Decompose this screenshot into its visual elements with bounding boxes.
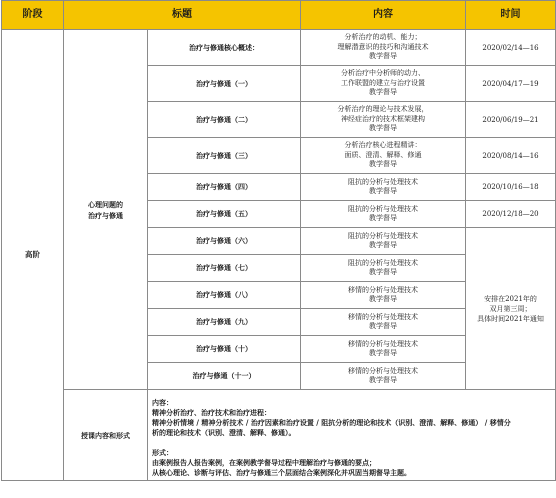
row-content [301, 102, 466, 138]
content-line: 教学督导 [369, 376, 397, 384]
content-line: 教学督导 [369, 295, 397, 303]
form-label: 授课内容和形式 [64, 390, 148, 481]
form-row [2, 390, 556, 481]
content-line: 分析治疗的理论与技术发展， [337, 105, 429, 114]
row-title: 治疗与修通（十） [148, 336, 301, 363]
header-content: 内容 [301, 1, 466, 30]
content-line: 移情的分析与处理技术 [348, 285, 418, 294]
content-line: 移情的分析与处理技术 [348, 339, 418, 348]
row-time: 2020/10/16—18 [466, 174, 556, 201]
row-title: 治疗与修通（二） [148, 102, 301, 138]
form-line: 析的理论和技术（识别、澄清、解释、修通）。 [152, 428, 296, 437]
content-line: 工作联盟的建立与治疗设置 [341, 78, 425, 87]
form-line: 精神分析治疗、治疗技术和治疗进程： [152, 408, 271, 417]
content-line: 教学督导 [369, 88, 397, 97]
header-row [2, 1, 556, 30]
form-line: 由案例报告人报告案例，在案例教学督导过程中理解治疗与修通的要点； [152, 458, 376, 467]
content-line: 移情的分析与处理技术 [348, 312, 418, 321]
row-time: 2020/02/14—16 [466, 30, 556, 66]
content-line: 阻抗的分析与处理技术 [348, 177, 418, 186]
header-title: 标题 [64, 1, 301, 30]
curriculum-table [1, 0, 556, 481]
row-content [301, 282, 466, 309]
content-line: 神经症治疗的技术框架建构 [341, 114, 425, 123]
content-line: 阻抗的分析与处理技术 [348, 204, 418, 213]
header-time: 时间 [466, 1, 556, 30]
row-title: 治疗与修通（十一） [148, 363, 301, 390]
row-title: 治疗与修通核心概述： [148, 30, 301, 66]
row-title: 治疗与修通（一） [148, 66, 301, 102]
row-title: 治疗与修通（八） [148, 282, 301, 309]
row-content [301, 255, 466, 282]
content-line: 阻抗的分析与处理技术 [348, 231, 418, 240]
row-content [301, 138, 466, 174]
merged-time-line: 具体时间2021年通知 [477, 314, 544, 323]
form-line: 精神分析情境 / 精神分析技术 / 治疗因素和治疗设置 / 阻抗分析的理论和技术（识别、澄清、解释、修通） / 移情分 [152, 418, 511, 427]
row-content [301, 30, 466, 66]
content-line: 教学督导 [369, 214, 397, 222]
content-line: 分析治疗核心进程精讲： [344, 141, 422, 150]
content-line: 教学督导 [369, 52, 397, 61]
row-time: 2020/08/14—16 [466, 138, 556, 174]
content-line: 教学督导 [369, 241, 397, 249]
group-label-line: 治疗与修通 [88, 210, 123, 220]
form-content [148, 390, 556, 481]
row-content [301, 309, 466, 336]
row-title: 治疗与修通（七） [148, 255, 301, 282]
content-line: 分析治疗的动机、能力； [344, 33, 422, 42]
row-title: 治疗与修通（三） [148, 138, 301, 174]
stage-cell: 高阶 [2, 30, 64, 481]
content-line: 教学督导 [369, 322, 397, 330]
form-line [152, 438, 549, 448]
row-title: 治疗与修通（五） [148, 201, 301, 228]
merged-time-line: 安排在2021年的 [484, 294, 537, 303]
row-title: 治疗与修通（六） [148, 228, 301, 255]
content-line: 面质、澄清、解释、修通 [344, 150, 422, 159]
row-content [301, 201, 466, 228]
row-content [301, 174, 466, 201]
content-line: 教学督导 [369, 268, 397, 276]
row-title: 治疗与修通（九） [148, 309, 301, 336]
content-line: 教学督导 [369, 160, 397, 169]
row-content [301, 336, 466, 363]
content-line: 教学督导 [369, 349, 397, 357]
content-line: 教学督导 [369, 124, 397, 133]
form-line: 从核心理论、诊断与评估、治疗与修通三个层面结合案例深化并巩固当期督导主题。 [152, 468, 411, 477]
content-line: 移情的分析与处理技术 [348, 366, 418, 375]
header-stage: 阶段 [2, 1, 64, 30]
row-content [301, 363, 466, 390]
row-content [301, 66, 466, 102]
row-time: 2020/12/18—20 [466, 201, 556, 228]
content-line: 阻抗的分析与处理技术 [348, 258, 418, 267]
merged-time-line: 双月第三周； [489, 304, 532, 313]
content-line: 分析治疗中分析师的动力、 [341, 69, 425, 78]
row-time: 2020/04/17—19 [466, 66, 556, 102]
row-title: 治疗与修通（四） [148, 174, 301, 201]
merged-time-cell [466, 228, 556, 390]
table-row [2, 30, 556, 66]
content-line: 理解潜意识的技巧和沟通技术 [337, 42, 429, 51]
row-content [301, 228, 466, 255]
group-label-line: 心理问题的 [88, 199, 123, 209]
content-line: 教学督导 [369, 187, 397, 195]
form-line: 形式： [152, 448, 173, 457]
form-line: 内容： [152, 398, 173, 407]
group-cell [64, 30, 148, 390]
row-time: 2020/06/19—21 [466, 102, 556, 138]
